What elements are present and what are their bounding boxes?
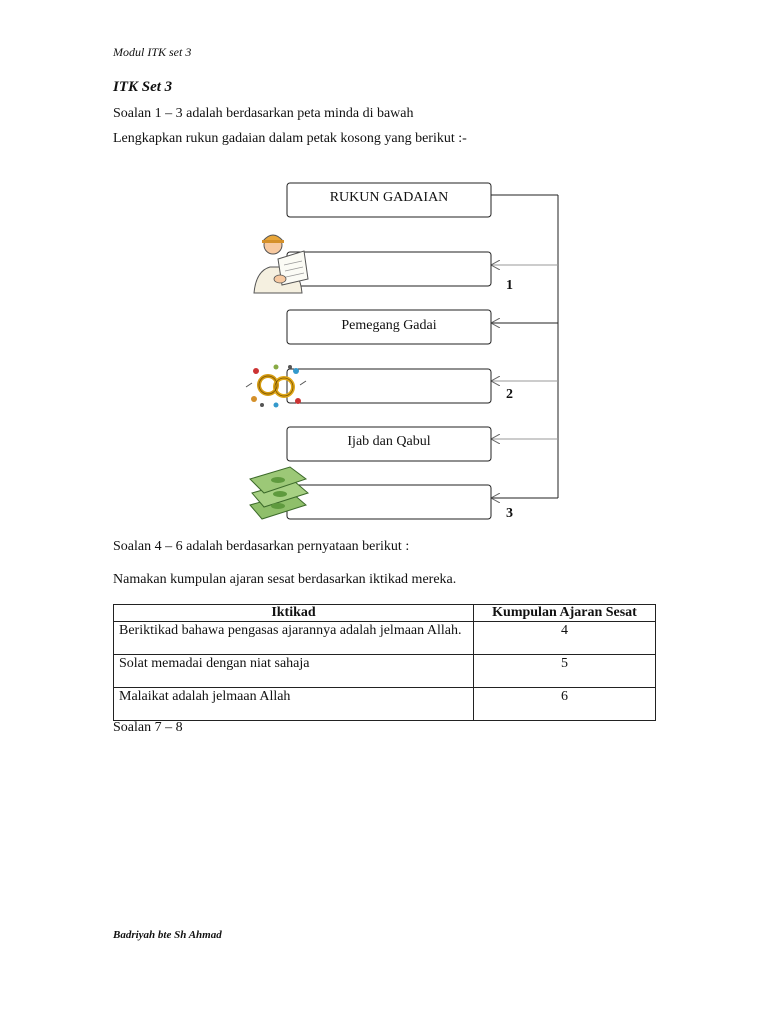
table-header-iktikad: Iktikad xyxy=(114,605,474,622)
answer-number-cell: 4 xyxy=(474,622,656,655)
box-ijab-qabul xyxy=(287,427,491,461)
box-label: Ijab dan Qabul xyxy=(347,434,431,449)
box-label: Pemegang Gadai xyxy=(341,318,437,333)
mind-map-diagram xyxy=(240,175,580,535)
intro-line-1: Soalan 1 – 3 adalah berdasarkan peta minda di bawah xyxy=(113,106,414,121)
box-pemegang-gadai xyxy=(287,310,491,344)
table-header-row xyxy=(114,605,656,622)
blank-box-1 xyxy=(287,252,491,286)
belief-cell: Beriktikad bahawa pengasas ajarannya adalah jelmaan Allah. xyxy=(114,622,474,655)
intro-line-2: Lengkapkan rukun gadaian dalam petak kosong yang berikut :- xyxy=(113,131,467,146)
answer-number-cell: 6 xyxy=(474,688,656,721)
page-title: ITK Set 3 xyxy=(113,79,173,95)
blank-box-2 xyxy=(287,369,491,403)
section2-line-1: Soalan 4 – 6 adalah berdasarkan pernyataan berikut : xyxy=(113,539,410,554)
table-row xyxy=(114,688,656,721)
beliefs-table xyxy=(113,604,656,721)
number-label-1: 1 xyxy=(506,278,513,293)
section2-line-2: Namakan kumpulan ajaran sesat berdasarkan iktikad mereka. xyxy=(113,572,457,587)
connector-lines xyxy=(491,195,558,498)
table-row xyxy=(114,655,656,688)
table-header-kumpulan: Kumpulan Ajaran Sesat xyxy=(474,605,656,622)
answer-number-cell: 5 xyxy=(474,655,656,688)
box-label: RUKUN GADAIAN xyxy=(329,190,449,205)
box-rukun-gadaian xyxy=(287,183,491,217)
person-with-documents-icon xyxy=(254,235,308,293)
belief-cell: Solat memadai dengan niat sahaja xyxy=(114,655,474,688)
number-label-2: 2 xyxy=(506,387,513,402)
number-label-3: 3 xyxy=(506,506,513,521)
page-footer: Badriyah bte Sh Ahmad xyxy=(113,929,222,941)
section3-line-1: Soalan 7 – 8 xyxy=(113,720,183,735)
belief-cell: Malaikat adalah jelmaan Allah xyxy=(114,688,474,721)
blank-box-3 xyxy=(287,485,491,519)
page-header: Modul ITK set 3 xyxy=(113,45,192,59)
table-row xyxy=(114,622,656,655)
